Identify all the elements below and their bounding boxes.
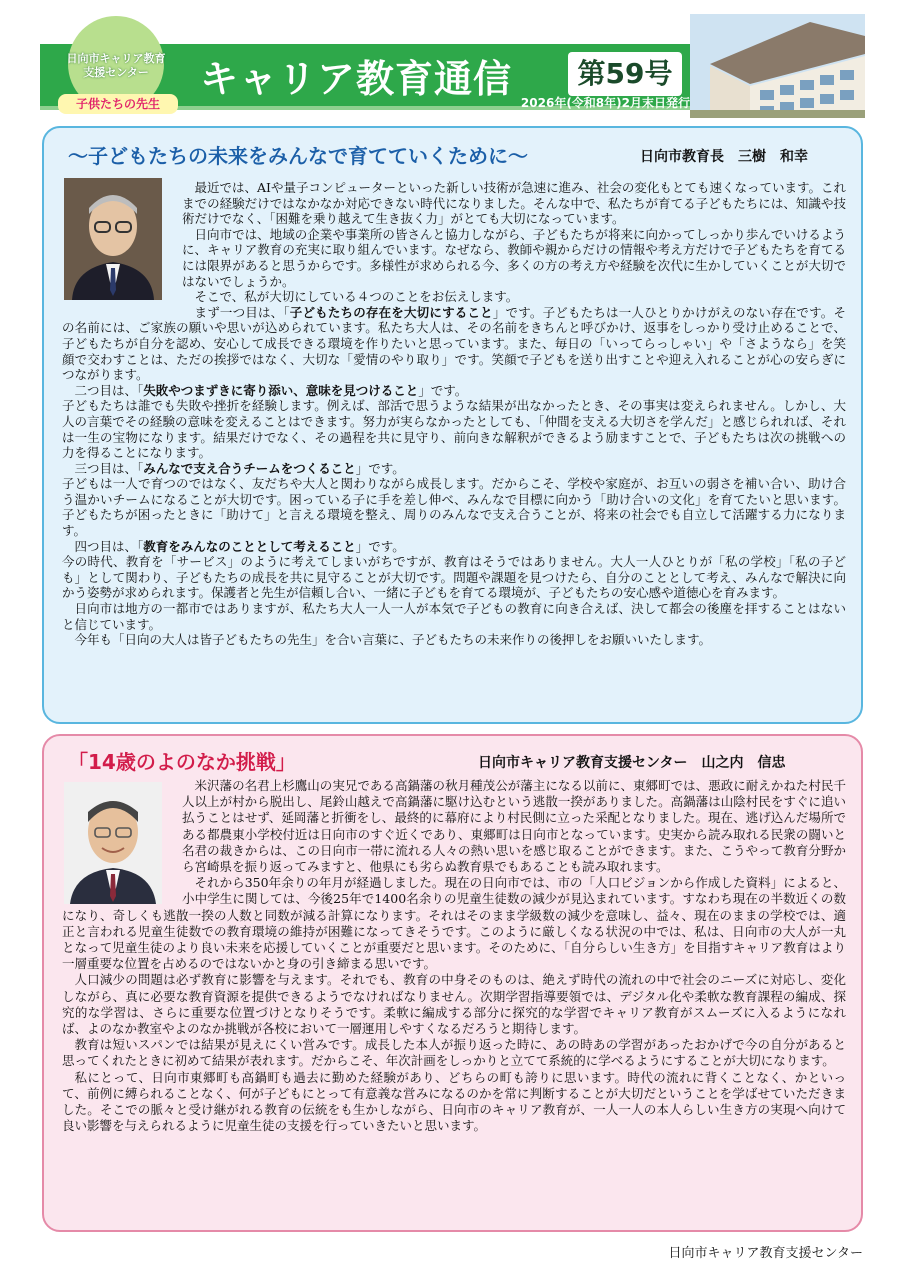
article1-author: 日向市教育長 三樹 和幸	[640, 149, 808, 165]
org-logo	[46, 14, 186, 118]
org-name-line1: 日向市キャリア教育	[66, 52, 166, 65]
article1-point4-body: 今の時代、教育を「サービス」のように考えてしまいがちですが、教育はそうではありません。大人一人ひとりが「私の学校」「私の子ども」として関わり、子どもたちの成長を共に見守ることが大切です。問題や課題を見つけたら、自分のこととして考え、みんなで解決に向かう姿勢が求められます。保護者と先生が信頼し合い、一緒に子どもを育てる環境が、子どもたちの安心感や道徳心を育みます。	[62, 554, 846, 601]
article2-paragraph-1: 米沢藩の名君上杉鷹山の実兄である高鍋藩の秋月種茂公が藩主になる以前に、東郷町では、悪政に耐えかねた村民千人以上が村から脱出し、尾鈴山越えで高鍋藩に駆け込むという逃散一揆がありました。高鍋藩は山陰村民をすぐに追い払うことはせず、延岡藩と折衝をし、最終的に幕府により村民側に立った采配となりました。現在、逃げ込んだ場所である都農東小学校付近は日向市のすぐ近くであり、東郷町は日向市となっています。史実から読み取れる民衆の闘いと名君の裁きからは、この日向市一帯に流れる人々の熱い思いを感じ取ることができます。また、こうやって教育分野から宮崎県を振り返ってみますと、他県にも劣らぬ教育県でもあることも読み取れます。	[182, 778, 846, 875]
article1-closing-1: 日向市は地方の一都市ではありますが、私たち大人一人一人が本気で子どもの教育に向き合えば、決して都会の後塵を拝することはないと信じています。	[62, 601, 846, 632]
article2-paragraph-5: 私にとって、日向市東郷町も高鍋町も過去に勤めた経験があり、どちらの町も誇りに思います。時代の流れに背くことなく、かといって、前例に縛られることなく、何が子どもにとって有意義な営みになるのかを常に判断することが大切だということを学ばせていただきました。そこでの脈々と受け継がれる教育の伝統をも生かしながら、日向市のキャリア教育が、一人一人の本人らしい生き方の実現へ向けて良い影響を与えられるように児童生徒の支援を行っていきたいと思います。	[62, 1069, 846, 1134]
article-career-center	[42, 734, 863, 1232]
point3-pre: 三つ目は、「	[74, 460, 144, 476]
article1-closing-2: 今年も「日向の大人は皆子どもたちの先生」を合い言葉に、子どもたちの未来作りの後押しをお願いいたします。	[74, 632, 712, 648]
issue-date: 2026年(令和8年)2月末日発行	[520, 96, 690, 110]
org-slogan: 子供たちの先生	[58, 94, 178, 114]
point3-post: 」です。	[355, 460, 405, 476]
school-building-illustration	[690, 14, 865, 118]
point2-pre: 二つ目は、「	[74, 382, 144, 398]
article1-intro-3: そこで、私が大切にしている４つのことをお伝えします。	[194, 289, 519, 305]
org-name-line2: 支援センター	[83, 66, 149, 79]
article1-point3	[62, 461, 846, 477]
point3-heading: みんなで支え合うチームをつくること	[143, 460, 356, 476]
point1-heading: 子どもたちの存在を大切にすること	[289, 304, 493, 320]
article2-paragraph-4: 教育は短いスパンでは結果が見えにくい営みです。成長した本人が振り返った時に、あの時あの学習があったおかげで今の自分があると思ってくれたときに初めて結果が表れます。だからこそ、年次計画をしっかりと立てて系統的に学べるようにすることが大切になります。	[62, 1037, 846, 1069]
article1-point2	[62, 383, 846, 399]
article2-body	[62, 778, 846, 1134]
article1-title: ～子どもたちの未来をみんなで育てていくために～	[68, 144, 528, 168]
point1-post: 」です。子どもたちは一人ひとりかけがえのない存在です。その名前には、ご家族の願いや思いが込められています。私たち大人は、その名前をきちんと呼びかけ、返事をしっかり受け止めることで、子どもたちが自分を認め、安心して成長できる環境を作りたいと思っています。また、毎日の「いってらっしゃい」や「さようなら」を笑顔で交わすことは、ただの挨拶ではなく、大切な「愛情のやり取り」です。笑顔で子どもを送り出すことや迎え入れることが心の安らぎにつながります。	[62, 304, 846, 383]
point2-post: 」です。	[418, 382, 468, 398]
article1-point1	[62, 305, 846, 383]
article-superintendent	[42, 126, 863, 724]
point4-pre: 四つ目は、「	[74, 538, 144, 554]
newsletter-title: キャリア教育通信	[200, 57, 513, 101]
point1-pre: まず一つ目は、「	[194, 304, 290, 320]
org-name	[52, 52, 180, 80]
footer-org: 日向市キャリア教育支援センター	[668, 1246, 863, 1261]
point4-post: 」です。	[355, 538, 405, 554]
article1-point2-body: 子どもたちは誰でも失敗や挫折を経験します。例えば、部活で思うような結果が出なかったとき、その事実は変えられません。しかし、大人の言葉でその経験の意味を変えることはできます。努力が実らなかったとしても、「仲間を支える大切さを学んだ」と感じられれば、それは一生の宝物になります。結果だけでなく、その過程を共に見守り、前向きな解釈ができるよう励ますことで、子どもたちは次の挑戦への力を得ることになります。	[62, 398, 846, 461]
newsletter-header	[40, 14, 865, 118]
article1-intro-2: 日向市では、地域の企業や事業所の皆さんと協力しながら、子どもたちが将来に向かってしっかり歩んでいけるように、キャリア教育の充実に取り組んでいます。なぜなら、教師や親からだけの情報や考え方だけで子どもたちを育てるには限界があると思うからです。多様性が求められる今、多くの方の考え方や経験を次代に生かしていくことが大切ではないでしょうか。	[182, 226, 846, 289]
article2-author: 日向市キャリア教育支援センター 山之内 信忠	[478, 755, 786, 771]
article1-point4	[62, 539, 846, 555]
article1-body	[62, 180, 846, 648]
point2-heading: 失敗やつまずきに寄り添い、意味を見つけること	[143, 382, 419, 398]
photo-wrap-space	[62, 180, 182, 308]
article2-paragraph-3: 人口減少の問題は必ず教育に影響を与えます。それでも、教育の中身そのものは、絶えず時代の流れの中で社会のニーズに対応し、変化しながら、真に必要な教育資源を提供できるようでなければなりません。次期学習指導要領では、デジタル化や柔軟な教育課程の編成、探究的な学習は、さらに重要な位置づけとなりそうです。柔軟に編成する部分に探究的な学習でキャリア教育がスムーズに入るようになれば、よのなか教室やよのなか挑戦が各校において一層運用しやすくなるだろうと期待します。	[62, 972, 846, 1037]
article2-paragraph-2: それから350年余りの年月が経過しました。現在の日向市では、市の「人口ビジョンから作成した資料」によると、小中学生に関しては、今後25年で1400名余りの児童生徒数の減少が見込まれています。すなわち現在の半数近くの数になり、奇しくも逃散一揆の人数と同数が減る計算になります。それはそのまま学級数の減少を意味し、益々、現在のままの学校では、適正と言われる児童生徒数での教育環境の維持が困難になってきそうです。このように厳しくなる状況の中では、私は、日向市の大人が一丸となって児童生徒のより良い未来を応援していくことが重要だと思います。そのために、「自分らしい生き方」を目指すキャリア教育はより一層重要な位置を占めるのではないかと身の引き締まる思いです。	[62, 875, 846, 972]
issue-number: 第59号	[568, 52, 682, 96]
photo-wrap-space-2	[62, 778, 182, 906]
article1-intro-1: 最近では、AIや量子コンピューターといった新しい技術が急速に進み、社会の変化もとても速くなっています。これまでの経験だけではなかなか対応できない時代になりました。そんな中で、私たちが育てる子どもたちには、知識や技術だけでなく、「困難を乗り越えて生き抜く力」がとても大切になっています。	[182, 180, 846, 227]
article2-title: 「14歳のよのなか挑戦」	[68, 750, 296, 774]
point4-heading: 教育をみんなのこととして考えること	[143, 538, 356, 554]
article1-point3-body: 子どもは一人で育つのではなく、友だちや大人と関わりながら成長します。だからこそ、学校や家庭が、お互いの弱さを補い合い、助け合う温かいチームになることが大切です。困っている子に手を差し伸べ、みんなで目標に向かう「助け合いの文化」を育てたいと思います。子どもたちが困ったときに「助けて」と言える環境を整え、周りのみんなで支え合うことが、将来の社会でも自立して活躍する力になります。	[62, 476, 846, 539]
